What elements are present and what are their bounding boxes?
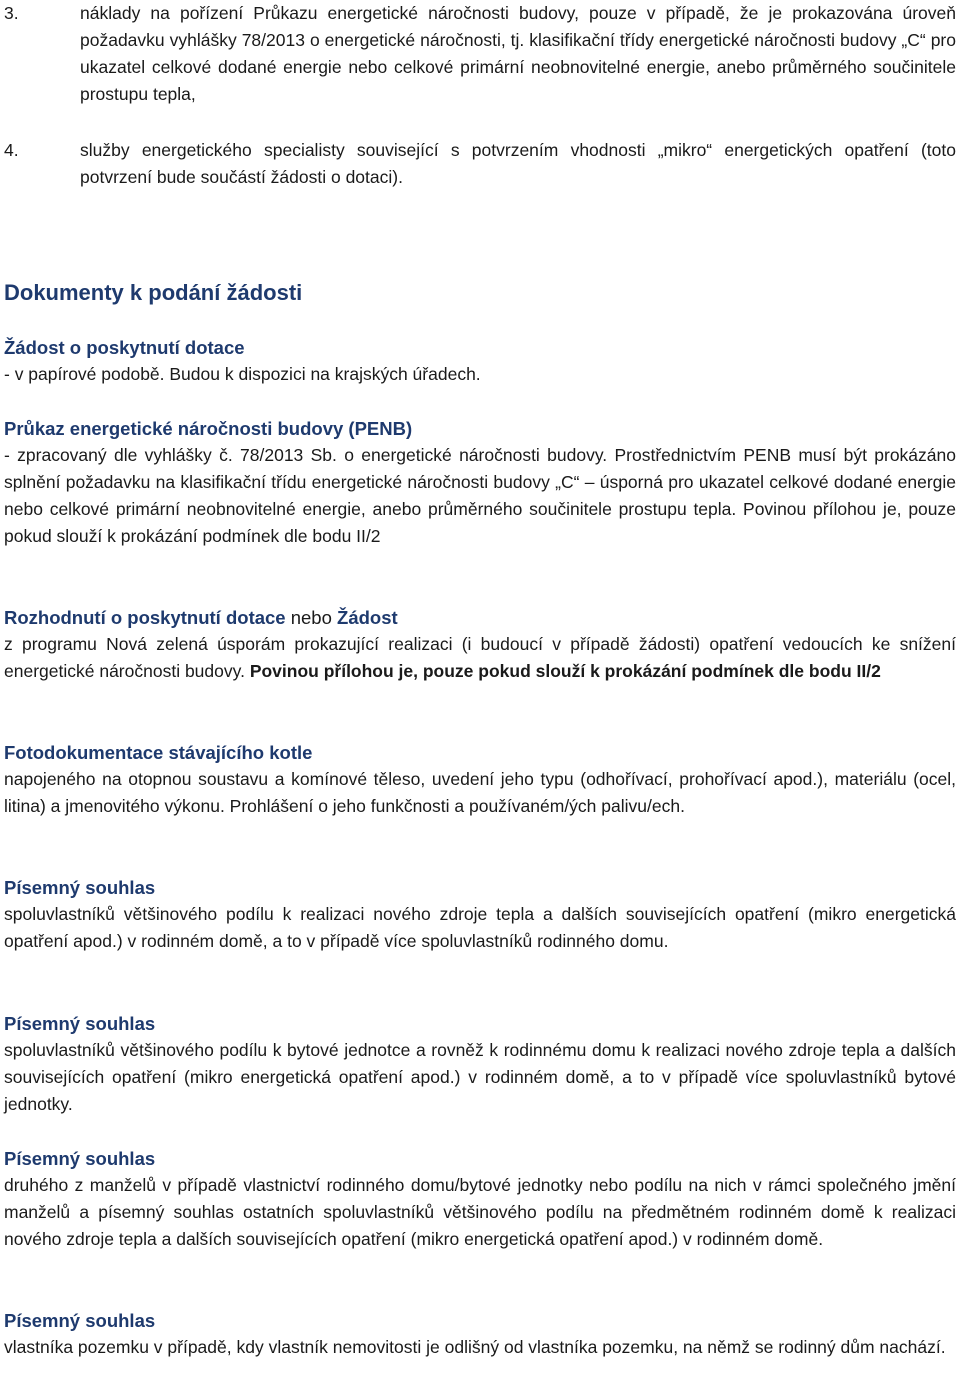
document-heading: Průkaz energetické náročnosti budovy (PENB) (4, 418, 413, 439)
list-number: 3. (4, 3, 19, 23)
section-title: Dokumenty k podání žádosti (4, 280, 303, 305)
document-description-bold: Povinou přílohou je, pouze pokud slouží k prokázání podmínek dle bodu II/2 (249, 661, 881, 681)
document-description: spoluvlastníků většinového podílu k bytové jednotce a rovněž k rodinnému domu k realizaci nového zdroje tepla a dalších souvisejících opatření (mikro energetická opatření apod.) v rodinném domě, a to v případě více spoluvlastníků bytové jednotky. (4, 1040, 956, 1114)
document-description-text: z programu Nová zelená úsporám prokazující realizaci (i budoucí v případě žádosti) opatření vedoucích ke snížení energetické náročnosti budovy. (4, 634, 956, 681)
document-heading-connector: nebo (290, 607, 332, 628)
document-block-consent-2 (4, 1010, 956, 1118)
document-heading: Písemný souhlas (4, 877, 156, 898)
document-block-consent-1 (4, 874, 956, 955)
document-heading-part: Rozhodnutí o poskytnutí dotace (4, 607, 286, 628)
document-description: spoluvlastníků většinového podílu k realizaci nového zdroje tepla a dalších souvisejících opatření (mikro energetická opatření apod.) v rodinném domě, a to v případě více spoluvlastníků rodinného domu. (4, 904, 956, 951)
document-heading: Písemný souhlas (4, 1310, 156, 1331)
document-description: - v papírové podobě. Budou k dispozici na krajských úřadech. (4, 364, 481, 384)
document-block-consent-4 (4, 1307, 956, 1361)
document-description (4, 631, 956, 685)
document-heading (4, 604, 956, 631)
document-block-application (4, 334, 956, 388)
document-heading-part: Žádost (337, 607, 398, 628)
list-item-text: služby energetického specialisty související s potvrzením vhodnosti „mikro“ energetických opatření (toto potvrzení bude součástí žádosti o dotaci). (80, 140, 956, 187)
document-description: - zpracovaný dle vyhlášky č. 78/2013 Sb. o energetické náročnosti budovy. Prostřednictvím PENB musí být prokázáno splnění požadavku na klasifikační třídu energetické náročnosti budovy „C“ – úsporná pro ukazatel celkové dodané energie nebo celkové primární neobnovitelné energie, anebo průměrného součinitele prostupu tepla. Povinou přílohou je, pouze pokud slouží k prokázání podmínek dle bodu II/2 (4, 445, 956, 546)
document-block-decision (4, 604, 956, 685)
document-heading: Písemný souhlas (4, 1013, 156, 1034)
document-heading: Fotodokumentace stávajícího kotle (4, 742, 313, 763)
document-block-penb (4, 415, 956, 550)
list-number: 4. (4, 140, 19, 160)
document-block-consent-3 (4, 1145, 956, 1253)
list-item-text: náklady na pořízení Průkazu energetické náročnosti budovy, pouze v případě, že je prokazována úroveň požadavku vyhlášky 78/2013 o energetické náročnosti, tj. klasifikační třídy energetické náročnosti budovy „C“ pro ukazatel celkové dodané energie nebo celkové primární neobnovitelné energie, anebo průměrného součinitele prostupu tepla, (80, 3, 956, 104)
document-block-photo (4, 739, 956, 820)
document-description: napojeného na otopnou soustavu a komínové těleso, uvedení jeho typu (odhořívací, prohořívací apod.), materiálu (ocel, litina) a jmenovitého výkonu. Prohlášení o jeho funkčnosti a používaném/ých palivu/ech. (4, 769, 956, 816)
document-description: druhého z manželů v případě vlastnictví rodinného domu/bytové jednotky nebo podílu na nich v rámci společného jmění manželů a písemný souhlas ostatních spoluvlastníků většinového podílu na předmětném rodinném domě k realizaci nového zdroje tepla a dalších souvisejících opatření (mikro energetická opatření apod.) v rodinném domě. (4, 1175, 956, 1249)
document-heading: Písemný souhlas (4, 1148, 156, 1169)
document-description: vlastníka pozemku v případě, kdy vlastník nemovitosti je odlišný od vlastníka pozemku, na němž se rodinný dům nachází. (4, 1337, 946, 1357)
document-heading: Žádost o poskytnutí dotace (4, 337, 245, 358)
